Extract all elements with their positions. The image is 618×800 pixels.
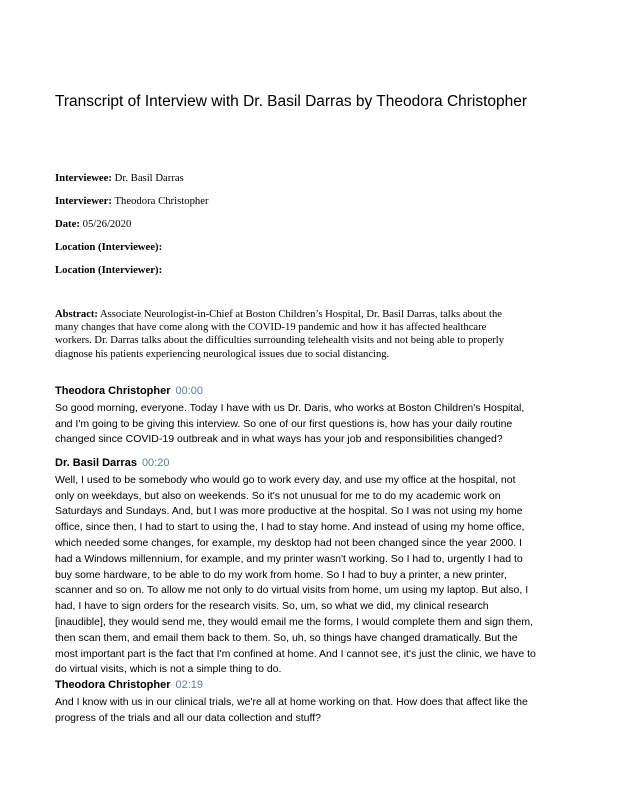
meta-date <box>55 218 575 231</box>
meta-label: Location (Interviewee): <box>55 241 163 253</box>
abstract-line: diagnose his patients experiencing neurological issues due to social distancing. <box>55 348 390 360</box>
abstract-text: Associate Neurologist-in-Chief at Boston Children’s Hospital, Dr. Basil Darras, talks about the <box>100 309 502 320</box>
meta-location-interviewer <box>55 264 575 277</box>
transcript-line: had, I have to sign orders for the research visits. So, um, so what we did, my clinical research <box>55 600 489 613</box>
transcript-entry <box>55 678 585 726</box>
speaker-name: Theodora Christopher <box>55 385 171 397</box>
speaker-heading <box>55 678 585 694</box>
meta-interviewee <box>55 172 575 185</box>
transcript-line: had a Windows millennium, for example, and my printer wasn't working. So I had to, urgently I had to <box>55 552 523 565</box>
meta-location-interviewee <box>55 241 575 254</box>
meta-value: Dr. Basil Darras <box>114 172 184 184</box>
transcript-line: Saturdays and Sundays. And, but I was more productive at the hospital. So I was not using my home <box>55 505 523 518</box>
meta-label: Interviewer: <box>55 195 112 207</box>
abstract-label: Abstract: <box>55 309 98 320</box>
meta-value: Theodora Christopher <box>114 195 209 207</box>
speaker-heading <box>55 384 585 400</box>
transcript-line: So good morning, everyone. Today I have with us Dr. Daris, who works at Boston Children's Hospital, <box>55 401 525 414</box>
speaker-name: Theodora Christopher <box>55 679 171 691</box>
meta-label: Interviewee: <box>55 172 112 184</box>
abstract-line <box>55 308 575 321</box>
timestamp-link[interactable]: 00:00 <box>175 385 204 397</box>
transcript-entry <box>55 456 585 678</box>
transcript-line: And I know with us in our clinical trials, we're all at home working on that. How does that affect like the <box>55 695 528 708</box>
transcript-line: scanner and so on. To allow me not only to do virtual visits from home, um using my laptop. But also, I <box>55 584 529 597</box>
speaker-name: Dr. Basil Darras <box>55 457 137 469</box>
meta-value: 05/26/2020 <box>82 218 132 230</box>
transcript-line: do virtual visits, which is not a simple thing to do. <box>55 663 282 676</box>
meta-interviewer <box>55 195 575 208</box>
transcript-line: Well, I used to be somebody who would go to work every day, and use my office at the hospital, not <box>55 473 516 486</box>
timestamp-link[interactable]: 02:19 <box>175 679 204 691</box>
transcript-line: [inaudible], they would send me, they would email me the forms, I would complete them and sign them, <box>55 615 533 628</box>
abstract-line: workers. Dr. Darras talks about the difficulties surrounding telehealth visits and not being able to properly <box>55 335 505 347</box>
document-title: Transcript of Interview with Dr. Basil Darras by Theodora Christopher <box>55 93 528 110</box>
transcript-line: most important part is the fact that I'm confined at home. And I cannot see, it's just the clinic, we have to <box>55 647 536 660</box>
transcript-line: progress of the trials and all our data collection and stuff? <box>55 711 321 724</box>
meta-label: Location (Interviewer): <box>55 264 163 276</box>
transcript-line: only on weekdays, but also on weekends. So it's not unusual for me to do my academic work on <box>55 489 501 502</box>
transcript-line: office, since then, I had to start to using the, I had to stay home. And instead of using my home office, <box>55 521 525 534</box>
transcript-line: changed since COVID-19 outbreak and in what ways has your job and responsibilities changed? <box>55 433 503 446</box>
meta-label: Date: <box>55 218 80 230</box>
transcript-line: and I'm going to be giving this interview. So one of our first questions is, how has your daily routine <box>55 417 513 430</box>
speaker-heading <box>55 456 585 472</box>
transcript-line: which needed some changes, for example, my desktop had not been changed since the year 2000. I <box>55 536 522 549</box>
abstract-line: many changes that have come along with the COVID-19 pandemic and how it has affected healthcare <box>55 322 487 334</box>
transcript-line: then scan them, and email them back to them. So, uh, so things have changed dramatically. But the <box>55 631 518 644</box>
transcript-entry <box>55 384 585 448</box>
timestamp-link[interactable]: 00:20 <box>141 457 170 469</box>
abstract <box>55 308 575 361</box>
transcript-line: buy some hardware, to be able to do my work from home. So I had to buy a printer, a new printer, <box>55 568 507 581</box>
